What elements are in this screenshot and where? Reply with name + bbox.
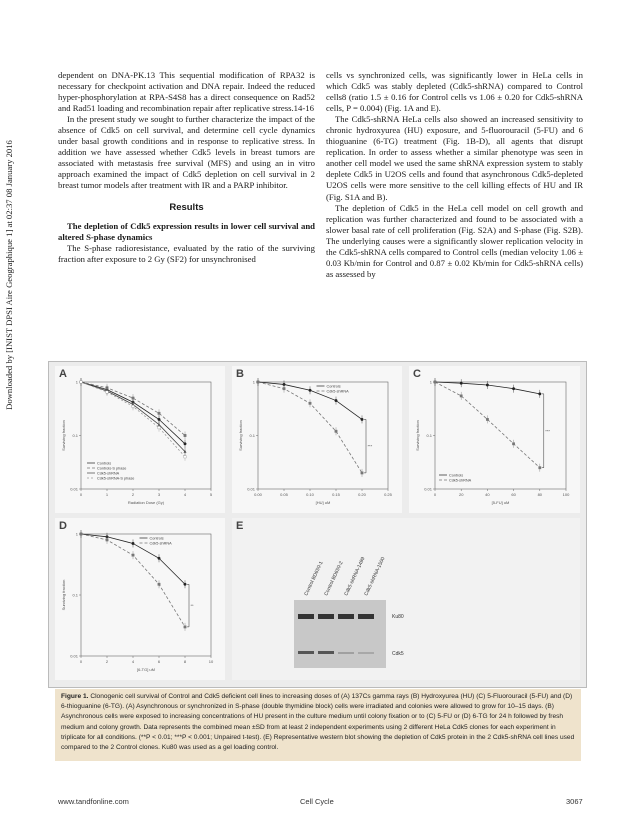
y-tick-label: 1 bbox=[75, 531, 78, 537]
y-tick-label: 0.1 bbox=[72, 592, 78, 598]
data-point bbox=[80, 533, 82, 535]
y-tick-label: 0.1 bbox=[72, 432, 78, 438]
caption-text: Clonogenic cell survival of Control and Cdk5 deficient cell lines to increasing doses of (A) 137Cs gamma rays (B) Hydroxyurea (HU) (C) 5-Fluorouracil (5-FU) and (D) 6-thioguanine (6-TG). (A) Asynchronous or synchronized in S-phase (double thymidine block) cells were irradiated and colonies were allowed to grow for 10–15 days. (B) Asynchronous cells were exposed to increasing concentrations of HU present in the culture medium until colony fixation or to (C) 5-FU or (D) 6-TG for 24 h followed by fresh medium and colony growth. Data represents the combined mean ±SD from at least 2 independent experiments using 2 different HeLa Cdk5 clones for each experiment in triplicate for all conditions. (**P < 0.01; ***P < 0.001; Unpaired t-test). (E) Representative western blot showing the depletion of Cdk5 protein in the 2 Cdk5-shRNA cell lines used compared to the 2 Control clones. Ku80 was used as a gel loading control. bbox=[61, 693, 575, 752]
plot-frame bbox=[81, 534, 211, 656]
data-point bbox=[257, 381, 259, 383]
chart-d bbox=[55, 518, 225, 680]
y-axis-label: Surviving fraction bbox=[61, 420, 66, 451]
legend-entry: Cdk5-shRNA bbox=[97, 471, 120, 476]
footer-journal: Cell Cycle bbox=[300, 797, 334, 806]
x-tick-label: 20 bbox=[458, 492, 464, 497]
data-point bbox=[434, 381, 436, 383]
panel-c-label: C bbox=[413, 368, 421, 380]
cdk5-band-3 bbox=[338, 652, 354, 654]
right-paragraph-2: The Cdk5-shRNA HeLa cells also showed an increased sensitivity to chronic hydroxyurea (HU) exposure, and 5-fluorouracil (5-FU) and 6 thioguanine (6-TG) treatment (Fig. 1B-D), all agents that disrupt replication. In order to assess whether a similar phenotype was seen in another cell model we used the same shRNA expression system to stably deplete Cdk5 in U2OS cells and found that asynchronous Cdk5-depleted U2OS cells were more sensitive to the cell killing effects of HU and IR (Fig. S1A and B). bbox=[326, 114, 583, 202]
significance-label: ** bbox=[190, 603, 194, 609]
series-line bbox=[81, 534, 185, 627]
right-column bbox=[326, 70, 583, 280]
x-tick-label: 0.05 bbox=[280, 492, 288, 497]
x-tick-label: 8 bbox=[183, 659, 187, 664]
download-note: Downloaded by [INIST DPSI Aire Geographique 1] at 02:37 08 January 2016 bbox=[4, 140, 14, 410]
data-point bbox=[184, 583, 187, 586]
data-point bbox=[335, 430, 337, 432]
y-tick-label: 1 bbox=[429, 379, 432, 385]
data-point bbox=[486, 384, 489, 387]
ku80-band-1 bbox=[298, 614, 314, 619]
data-point bbox=[184, 626, 186, 628]
x-tick-label: 0.10 bbox=[306, 492, 314, 497]
data-point bbox=[184, 434, 186, 436]
footer-page-number: 3067 bbox=[566, 797, 583, 806]
x-tick-label: 0.20 bbox=[358, 492, 366, 497]
data-point bbox=[158, 426, 160, 428]
caption-lead: Figure 1. bbox=[61, 693, 89, 700]
ku80-band-3 bbox=[338, 614, 354, 619]
x-tick-label: 0 bbox=[79, 659, 83, 664]
x-tick-label: 1 bbox=[105, 492, 109, 497]
x-tick-label: 40 bbox=[485, 492, 490, 497]
y-tick-label: 0.01 bbox=[70, 486, 78, 492]
data-point bbox=[309, 389, 312, 392]
y-tick-label: 0.01 bbox=[247, 486, 255, 492]
y-axis-label: Surviving fraction bbox=[238, 420, 243, 451]
x-tick-label: 60 bbox=[511, 492, 516, 497]
band-label-cdk5: Cdk5 bbox=[392, 651, 404, 657]
x-tick-label: 0.00 bbox=[254, 492, 262, 497]
legend-entry: Controls-S phase bbox=[97, 466, 127, 471]
data-point bbox=[158, 557, 161, 560]
data-point bbox=[80, 381, 82, 383]
significance-bracket bbox=[364, 419, 366, 473]
data-point bbox=[361, 472, 363, 474]
panel-b-label: B bbox=[236, 368, 244, 380]
cdk5-band-4 bbox=[358, 652, 374, 654]
x-axis-label: [HU] uM bbox=[315, 500, 331, 505]
legend-entry: Controls bbox=[149, 536, 164, 541]
panel-e bbox=[232, 518, 580, 680]
left-paragraph-3: The S-phase radioresistance, evaluated by the ratio of the surviving fraction after exposure to 2 Gy (SF2) for unsynchronised bbox=[58, 242, 315, 264]
data-point bbox=[158, 418, 161, 421]
data-point bbox=[132, 542, 135, 545]
x-tick-label: 4 bbox=[131, 659, 135, 664]
legend-entry: Cdk5-shRNA bbox=[149, 541, 172, 546]
data-point bbox=[132, 397, 134, 399]
lane-label-2: Control BD650-2 bbox=[323, 560, 345, 597]
x-tick-label: 3 bbox=[157, 492, 161, 497]
x-tick-label: 6 bbox=[157, 659, 161, 664]
lane-label-1: Control BD650-1 bbox=[303, 560, 325, 597]
chart-b bbox=[232, 366, 402, 513]
x-tick-label: 2 bbox=[131, 492, 135, 497]
data-point bbox=[539, 393, 542, 396]
y-tick-label: 0.1 bbox=[249, 432, 255, 438]
series-line bbox=[435, 382, 540, 468]
legend-entry: Cdk5-shRNA-S phase bbox=[97, 476, 135, 481]
x-tick-label: 0 bbox=[433, 492, 437, 497]
blot-membrane bbox=[294, 600, 386, 668]
data-point bbox=[106, 391, 108, 393]
panel-d bbox=[55, 518, 225, 680]
band-label-ku80: Ku80 bbox=[392, 614, 404, 620]
right-paragraph-3: The depletion of Cdk5 in the HeLa cell model on cell growth and replication was further characterized and found to be associated with a slower basal rate of cell proliferation (Fig. S2A) and S-phase (Fig. S2B). The underlying causes were a significantly slower replication velocity in the Cdk5-shRNA cells compared to Control cells (median velocity 1.06 ± 0.03 Kb/min for Control and 0.87 ± 0.02 Kb/min for Cdk5-shRNA cells) as assessed by bbox=[326, 202, 583, 279]
y-tick-label: 0.1 bbox=[426, 432, 432, 438]
data-point bbox=[132, 554, 134, 556]
significance-bracket bbox=[187, 584, 189, 627]
ku80-band-4 bbox=[358, 614, 374, 619]
y-tick-label: 0.01 bbox=[424, 486, 432, 492]
data-point bbox=[283, 387, 285, 389]
legend-entry: Controls bbox=[449, 473, 464, 478]
x-tick-label: 5 bbox=[209, 492, 213, 497]
data-point bbox=[309, 402, 311, 404]
data-point bbox=[335, 399, 338, 402]
cdk5-band-2 bbox=[318, 651, 334, 654]
data-point bbox=[361, 418, 364, 421]
significance-label: *** bbox=[367, 443, 373, 449]
chart-a bbox=[55, 366, 225, 513]
left-paragraph-2: In the present study we sought to further characterize the impact of the absence of Cdk5 on cell survival, and determine cell cycle dynamics under basal growth conditions and in response to replicative stress. In addition we have assessed whether Cdk5 levels in breast tumors are associated with metastasis free survival (MFS) and using an in vitro approach examined the impact of Cdk5 depletion on cell survival in 2 breast tumor models after treatment with IR and a PARP inhibitor. bbox=[58, 114, 315, 191]
data-point bbox=[184, 442, 187, 445]
data-point bbox=[158, 583, 160, 585]
data-point bbox=[486, 418, 488, 420]
x-tick-label: 80 bbox=[537, 492, 543, 497]
data-point bbox=[106, 539, 108, 541]
x-axis-label: [5-FU] uM bbox=[491, 500, 510, 505]
figure-caption bbox=[55, 689, 581, 761]
y-axis-label: Surviving fraction bbox=[415, 420, 420, 451]
chart-c bbox=[409, 366, 580, 513]
panel-e-label: E bbox=[236, 520, 244, 532]
significance-bracket bbox=[542, 394, 544, 468]
download-watermark bbox=[2, 60, 16, 490]
data-point bbox=[460, 382, 463, 385]
section-heading: Results bbox=[169, 201, 204, 213]
legend-entry: Cdk5-shRNA bbox=[449, 478, 472, 483]
data-point bbox=[132, 405, 134, 407]
data-point bbox=[158, 412, 160, 414]
data-point bbox=[184, 456, 186, 458]
series-line bbox=[81, 382, 185, 457]
series-line bbox=[81, 382, 185, 444]
x-tick-label: 2 bbox=[105, 659, 109, 664]
data-point bbox=[460, 395, 462, 397]
section-subheading: The depletion of Cdk5 expression results in lower cell survival and altered S-phase dynamics bbox=[58, 220, 315, 242]
data-point bbox=[539, 467, 541, 469]
y-tick-label: 1 bbox=[75, 379, 78, 385]
panel-b bbox=[232, 366, 402, 513]
series-line bbox=[258, 382, 362, 473]
figure-1 bbox=[48, 361, 587, 688]
western-blot bbox=[232, 518, 580, 680]
y-tick-label: 1 bbox=[252, 379, 255, 385]
x-tick-label: 4 bbox=[183, 492, 187, 497]
legend-entry: Controls bbox=[326, 384, 341, 389]
series-line bbox=[81, 382, 185, 452]
right-paragraph-1: cells vs synchronized cells, was significantly lower in HeLa cells in which Cdk5 was stably depleted (Cdk5-shRNA) compared to Control cells8 (ratio 1.5 ± 0.16 for Control cells vs 1.06 ± 0.20 for Cdk5-shRNA cells, P = 0.004) (Fig. 1A and E). bbox=[326, 70, 583, 114]
legend-entry: Cdk5-shRNA bbox=[326, 389, 349, 394]
x-tick-label: 0.25 bbox=[384, 492, 392, 497]
lane-label-3: Cdk5-shRNA-1499 bbox=[343, 556, 367, 597]
left-paragraph-1: dependent on DNA-PK.13 This sequential modification of RPA32 is necessary for checkpoint activation and DNA repair. Indeed the reduced hyper-phosphorylation at RPA-S4S8 has a direct consequence on Rad52 and Rad51 loading and recombination repair after replicative stress.14-16 bbox=[58, 70, 315, 114]
data-point bbox=[512, 387, 515, 390]
plot-frame bbox=[258, 382, 388, 489]
x-axis-label: [6-TG] uM bbox=[136, 667, 156, 672]
y-tick-label: 0.01 bbox=[70, 653, 78, 659]
cdk5-band-1 bbox=[298, 651, 314, 654]
lane-label-4: Cdk5-shRNA-1500 bbox=[363, 556, 387, 597]
panel-c bbox=[409, 366, 580, 513]
y-axis-label: Surviving fraction bbox=[61, 579, 66, 611]
panel-a bbox=[55, 366, 225, 513]
panel-a-label: A bbox=[59, 368, 67, 380]
x-tick-label: 10 bbox=[208, 659, 214, 664]
ku80-band-2 bbox=[318, 614, 334, 619]
x-axis-label: Radiation Dose (Gy) bbox=[127, 500, 165, 505]
x-tick-label: 0 bbox=[79, 492, 83, 497]
left-column bbox=[58, 70, 315, 265]
x-tick-label: 100 bbox=[562, 492, 570, 497]
legend-entry: Controls bbox=[97, 461, 112, 466]
footer-url[interactable]: www.tandfonline.com bbox=[58, 797, 129, 806]
panel-d-label: D bbox=[59, 520, 67, 532]
x-tick-label: 0.15 bbox=[332, 492, 340, 497]
significance-label: *** bbox=[545, 428, 550, 434]
data-point bbox=[512, 443, 514, 445]
